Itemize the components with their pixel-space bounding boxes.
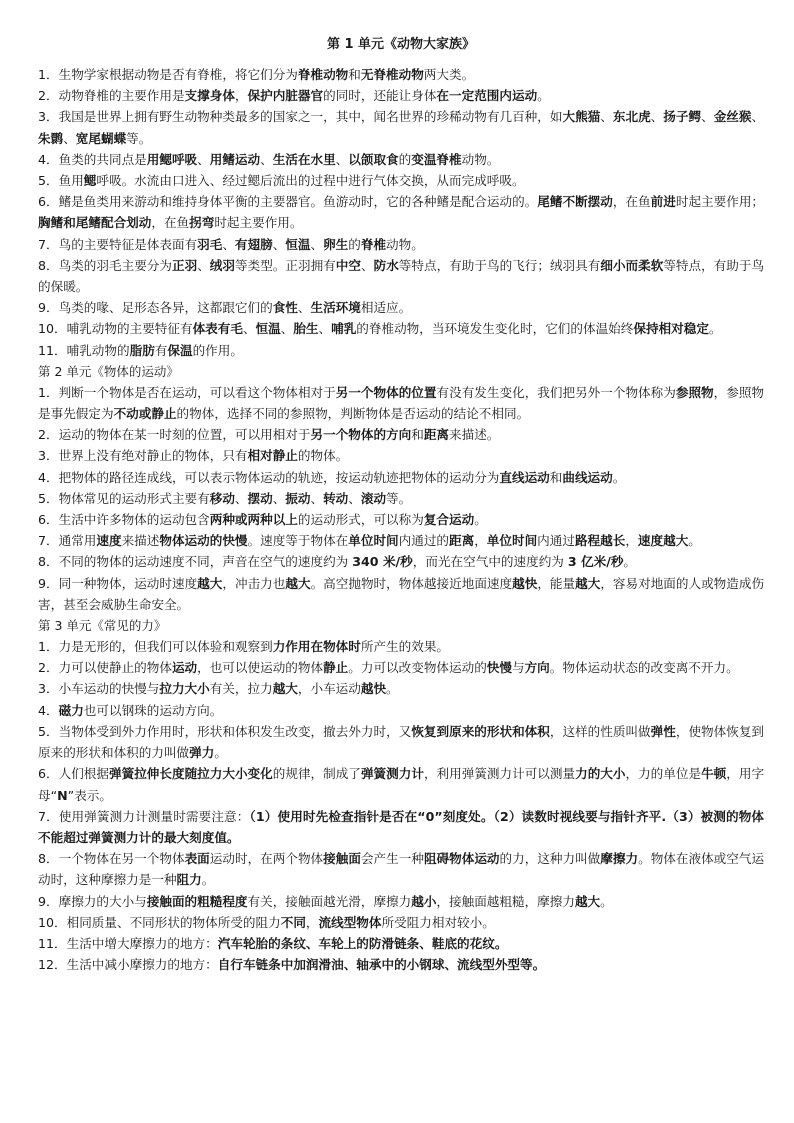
text-run: 和 [411,427,424,443]
key-term: 中空 [335,257,361,273]
text-run: 3．世界上没有绝对静止的物体，只有 [38,448,248,464]
key-term: 保温 [167,342,193,358]
knowledge-item [38,297,764,318]
text-run: 、 [310,236,324,252]
key-term: 路程越长 [574,533,626,549]
knowledge-item [38,657,764,678]
text-run: 等。 [386,490,412,506]
knowledge-item [38,721,764,763]
key-term: 绒羽 [209,257,235,273]
text-run: 。高空抛物时，物体越接近地面速度 [310,575,513,591]
key-term: 恒温 [255,321,281,337]
text-run: ，接触面越粗糙，摩擦力 [436,893,575,909]
key-term: 拐弯 [189,215,215,231]
key-term: 相对静止 [247,448,298,464]
key-term: 3 亿米/秒 [567,554,624,570]
key-term: 物体运动的快慢 [159,533,248,549]
knowledge-item [38,636,764,657]
text-run: 的力，这种力叫做 [499,851,601,867]
text-run: 8．不同的物体的运动速度不同，声音在空气的速度约为 [38,554,353,570]
document-page [38,34,764,975]
text-run: 的物体，选择不同的参照物，判断物体是否运动的结论不相同。 [176,406,530,422]
text-run: 。速度等于物体在 [247,533,349,549]
document-title: 第 1 单元《动物大家族》 [326,37,476,52]
text-run: 的脊椎动物，当环境发生变化时，它们的体温始终 [356,321,634,337]
knowledge-item [38,106,764,148]
key-term: 振动 [285,490,311,506]
key-term: 前进 [650,194,676,210]
key-term: 脂肪 [129,342,155,358]
key-term: 力作用在物体时 [272,639,361,655]
knowledge-item [38,954,764,975]
text-run: ， [234,88,248,104]
text-run: 内通过 [537,533,575,549]
text-run: ， [474,533,487,549]
key-term: 速度越大 [637,533,689,549]
text-run: 、 [360,257,374,273]
text-run: ， [305,914,319,930]
key-term: N [57,787,68,803]
knowledge-item [38,488,764,509]
text-run: 4． [38,702,59,718]
text-run: ，也可以使运动的物体 [197,660,324,676]
key-term: 恒温 [285,236,311,252]
text-run: 、 [222,236,235,252]
text-run: ，能量 [537,575,576,591]
key-term: 阻碍物体运动 [423,851,500,867]
text-run: 8．一个物体在另一个物体 [38,851,185,867]
knowledge-item [38,234,764,255]
key-term: 快慢 [486,660,512,676]
text-run: 和 [348,67,361,82]
text-run: 。 [688,533,701,549]
text-run: 两大类。 [423,67,475,82]
text-run: 5．物体常见的运动形式主要有 [38,490,210,506]
text-run: 5．鱼用 [38,173,84,189]
text-run: 动物。 [386,236,424,252]
text-run: 有关，拉力 [209,681,273,697]
text-run: 。物体在液体或空气运动时，这种摩擦力是一种 [38,851,765,888]
text-run: ，小车运动 [297,681,361,697]
key-term: 弹簧拉伸长度随拉力大小变化 [109,766,273,782]
unit-heading: 第 2 单元《物体的运动》 [38,363,179,379]
text-run: ，容易对地面的人或物造成伤害，甚至会威胁生命安全。 [38,575,765,612]
key-term: 卵生 [323,236,349,252]
text-run: ，参照物是事先假定为 [38,384,765,422]
key-term: 移动 [209,490,235,506]
text-run: 6．人们根据 [38,766,109,782]
text-run: 9．摩擦力的大小与 [38,893,147,909]
text-run: 1．判断一个物体是否在运动，可以看这个物体相对于 [38,384,336,400]
knowledge-item [38,170,764,191]
key-term: 单位时间 [348,533,399,549]
text-run: 、 [600,109,613,125]
key-term: 越大 [285,575,311,591]
key-term: 自行车链条中加润滑油、轴承中的小钢球、流线型外型等。 [217,957,546,973]
text-run: 。物体运动状态的改变离不开力。 [549,660,739,676]
key-term: 东北虎 [612,109,651,125]
knowledge-item [38,445,764,466]
text-run: 11．哺乳动物的 [38,342,130,358]
knowledge-item [38,806,764,848]
key-term: 距离 [423,427,450,443]
key-term: 生活在水里 [272,151,336,167]
key-term: 单位时间 [486,533,538,549]
document-body [38,64,764,975]
key-term: 防水 [373,257,399,273]
text-run: ，而光在空气中的速度约为 [412,554,568,570]
knowledge-item [38,530,764,551]
key-term: 变温脊椎 [411,151,462,167]
key-term: 宽尾蝴蝶 [75,130,127,146]
key-term: 正羽 [171,257,198,273]
text-run: ，这样的性质叫做 [549,723,651,739]
key-term: 越大 [575,575,601,591]
key-term: 弹力 [189,745,215,761]
knowledge-item [38,509,764,530]
key-term: 扬子鳄 [663,109,702,125]
text-run: 3．我国是世界上拥有野生动物种类最多的国家之一，其中，闻名世界的珍稀动物有几百种，如 [38,109,563,125]
knowledge-item [38,551,764,572]
text-run: 、 [272,236,286,252]
text-run: 。 [214,745,227,761]
key-term: 胸鳍和尾鳍配合划动 [38,215,152,231]
key-term: 保持相对稳定 [633,321,709,337]
text-run: ，用字母“ [38,766,765,803]
text-run: 。 [474,512,487,528]
knowledge-item [38,255,764,297]
text-run: 动物。 [461,151,500,167]
key-term: 生活环境 [310,300,361,316]
key-term: 340 米/秒 [352,554,413,570]
key-term: 拉力大小 [159,681,210,697]
key-term: 运动 [171,660,198,676]
knowledge-item [38,64,764,85]
text-run: 。 [612,469,626,485]
key-term: 越快 [512,575,538,591]
key-term: 两种或两种以上 [209,512,298,528]
knowledge-item [38,848,764,890]
key-term: 接触面的粗糙程度 [146,893,248,909]
key-term: 方向 [524,660,550,676]
text-run: 的 [348,236,361,252]
key-term: 越快 [360,681,387,697]
text-run: ，力的单位是 [625,766,702,782]
text-run: 。 [386,681,399,697]
text-run: 、 [335,151,349,167]
key-term: 滚动 [360,490,387,506]
text-run: 。 [623,554,637,570]
text-run: 时起主要作用； [675,194,765,210]
knowledge-item [38,891,764,912]
key-term: 转动 [323,490,349,506]
key-term: 用鳃呼吸 [146,151,198,167]
key-term: 朱鹮 [38,130,64,146]
key-term: 另一个物体的方向 [310,427,412,443]
text-run: 6．生活中许多物体的运动包含 [38,512,210,528]
text-run: ”表示。 [67,787,112,803]
text-run: 11．生活中增大摩擦力的地方： [38,935,218,951]
text-run: 的规律，制成了 [272,766,361,782]
text-run: ，在鱼 [612,194,651,210]
text-run: 9．鸟类的喙、足形态各异，这都跟它们的 [38,300,273,316]
text-run: 运动时，在两个物体 [209,851,324,867]
key-term: 弹簧测力计 [360,766,424,782]
text-run: 等。 [126,130,152,146]
unit-heading: 第 3 单元《常见的力》 [38,618,167,634]
text-run: ， [625,533,638,549]
text-run: 、 [197,257,210,273]
text-run: 10．哺乳动物的主要特征有 [38,321,193,337]
key-term: 曲线运动 [562,469,613,485]
text-run: 时起主要作用。 [214,215,303,231]
text-run: 等特点，有助于鸟的保暖。 [38,257,765,295]
text-run: 、 [751,109,765,125]
text-run: 2．力可以使静止的物体 [38,660,172,676]
text-run: 4．把物体的路径连成线，可以表示物体运动的轨迹，按运动轨迹把物体的运动分为 [38,469,500,485]
key-term: 表面 [184,851,210,867]
key-term: 保护内脏器官 [247,88,324,104]
text-run: 9．同一种物体，运动时速度 [38,575,198,591]
key-term: 摆动 [247,490,273,506]
text-run: 7．鸟的主要特征是体表面有 [38,236,198,252]
key-term: 金丝猴 [713,109,752,125]
knowledge-item [38,678,764,699]
key-term: 阻力 [176,872,202,888]
text-run: 所受阻力相对较小。 [381,914,495,930]
text-run: 8．鸟类的羽毛主要分为 [38,257,172,273]
text-run: 、 [650,109,664,125]
text-run: ，在鱼 [151,215,190,231]
text-run: 7．通常用 [38,533,97,549]
key-term: 速度 [96,533,122,549]
text-run: ，利用弹簧测力计可以测量 [423,766,576,782]
key-term: 弹性 [650,723,676,739]
key-term: 磁力 [58,702,84,718]
key-term: 静止 [323,660,349,676]
text-run: 10．相同质量、不同形状的物体所受的阻力 [38,914,281,930]
key-term: 接触面 [323,851,361,867]
text-run: 也可以钢珠的运动方向。 [83,702,223,718]
text-run: 有关，接触面越光滑，摩擦力 [247,893,412,909]
key-term: 在一定范围内运动 [436,88,538,104]
text-run: 、 [260,151,273,167]
key-term: 细小而柔软 [600,257,664,273]
key-term: 无脊椎动物 [360,67,424,82]
text-run: 有 [154,342,168,358]
knowledge-item [38,424,764,445]
knowledge-item [38,912,764,933]
text-run: 的同时，还能让身体 [323,88,437,104]
key-term: 有翅膀 [234,236,273,252]
key-term: 支撑身体 [184,88,235,104]
text-run: 。 [537,88,550,104]
key-term: 越大 [272,681,298,697]
key-term: 胎生 [293,321,319,337]
text-run: 内通过的 [398,533,450,549]
key-term: 恢复到原来的形状和体积 [411,723,550,739]
key-term: 尾鳍不断摆动 [537,194,613,210]
key-term: 哺乳 [331,321,357,337]
key-term: 鳃 [83,173,97,189]
text-run: 和 [549,469,563,485]
text-run: 4．鱼类的共同点是 [38,151,147,167]
text-run: 1．生物学家根据动物是否有脊椎，将它们分为 [38,67,298,82]
key-term: 用鳍运动 [209,151,261,167]
text-run: 所产生的效果。 [360,639,450,655]
text-run: 。 [201,872,215,888]
text-run: 7．使用弹簧测力计测量时需要注意： [38,808,250,824]
key-term: 不同 [280,914,306,930]
text-run: 、 [318,321,332,337]
text-run: 来描述。 [449,427,500,443]
knowledge-item [38,318,764,339]
knowledge-item [38,467,764,488]
text-run: 等类型。正羽拥有 [235,257,336,273]
text-run: 、 [701,109,714,125]
text-run: 、 [242,321,256,337]
text-run: 、 [197,151,210,167]
key-term: 距离 [449,533,475,549]
key-term: 牛顿 [701,766,727,782]
text-run: 来描述 [121,533,160,549]
key-term: 力的大小 [575,766,626,782]
text-run: 、 [272,490,286,506]
text-run: 与 [511,660,525,676]
knowledge-item [38,763,764,805]
key-term: 以颌取食 [348,151,399,167]
knowledge-item [38,340,764,361]
key-term: 食性 [272,300,298,316]
text-run: 的作用。 [192,342,243,358]
text-run: 2．运动的物体在某一时刻的位置，可以用相对于 [38,427,311,443]
text-run: 会产生一种 [360,851,424,867]
text-run: 6．鳍是鱼类用来游动和维持身体平衡的主要器官。鱼游动时，它的各种鳍是配合运动的。 [38,194,538,210]
text-run: 等特点，有助于鸟的飞行；绒羽具有 [398,257,601,273]
knowledge-item [38,573,764,615]
key-term: 直线运动 [499,469,550,485]
text-run: ，使物体恢复到原来的形状和体积的力叫做 [38,723,765,761]
key-term: 脊椎 [360,236,387,252]
text-run: 。 [600,893,613,909]
key-term: 摩擦力 [600,851,639,867]
text-run: ，冲击力也 [222,575,286,591]
knowledge-item [38,149,764,170]
text-run: 5．当物体受到外力作用时，形状和体积发生改变，撤去外力时，又 [38,723,412,739]
key-term: 复合运动 [423,512,475,528]
text-run: 、 [310,490,324,506]
key-term: 体表有毛 [192,321,243,337]
text-run: 、 [280,321,294,337]
key-term: 另一个物体的位置 [335,384,437,400]
text-run: 、 [348,490,361,506]
key-term: （1）使用时先检查指针是否在“0”刻度处。（2）读数时视线要与指针齐平.（3）被测的物体不能超过弹簧测力计的最大刻度值。 [38,808,764,845]
knowledge-item [38,191,764,233]
text-run: 相适应。 [360,300,412,316]
text-run: 。力可以改变物体运动的 [348,660,487,676]
key-term: 脊椎动物 [297,67,349,82]
text-run: 、 [63,130,76,146]
text-run: 3．小车运动的快慢与 [38,681,160,697]
knowledge-item [38,85,764,106]
text-run: 的物体。 [297,448,349,464]
text-run: 1．力是无形的，但我们可以体验和观察到 [38,639,273,655]
text-run: 、 [297,300,311,316]
knowledge-item [38,382,764,424]
text-run: 。 [708,321,722,337]
key-term: 流线型物体 [318,914,382,930]
knowledge-item [38,700,764,721]
key-term: 汽车轮胎的条纹、车轮上的防滑链条、鞋底的花纹。 [217,935,508,951]
text-run: 呼吸。水流由口进入、经过鳃后流出的过程中进行气体交换，从而完成呼吸。 [96,173,525,189]
knowledge-item [38,933,764,954]
key-term: 不动或静止 [113,406,177,422]
text-run: 有没有发生变化，我们把另外一个物体称为 [436,384,676,400]
key-term: 大熊猫 [562,109,601,125]
text-run: 的 [398,151,412,167]
text-run: 12．生活中减小摩擦力的地方： [38,957,218,973]
key-term: 参照物 [675,384,714,400]
key-term: 越大 [574,893,601,909]
text-run: 、 [234,490,248,506]
key-term: 越大 [197,575,223,591]
key-term: 越小 [411,893,437,909]
text-run: 的运动形式，可以称为 [297,512,424,528]
key-term: 羽毛 [197,236,223,252]
text-run: 2．动物脊椎的主要作用是 [38,88,185,104]
